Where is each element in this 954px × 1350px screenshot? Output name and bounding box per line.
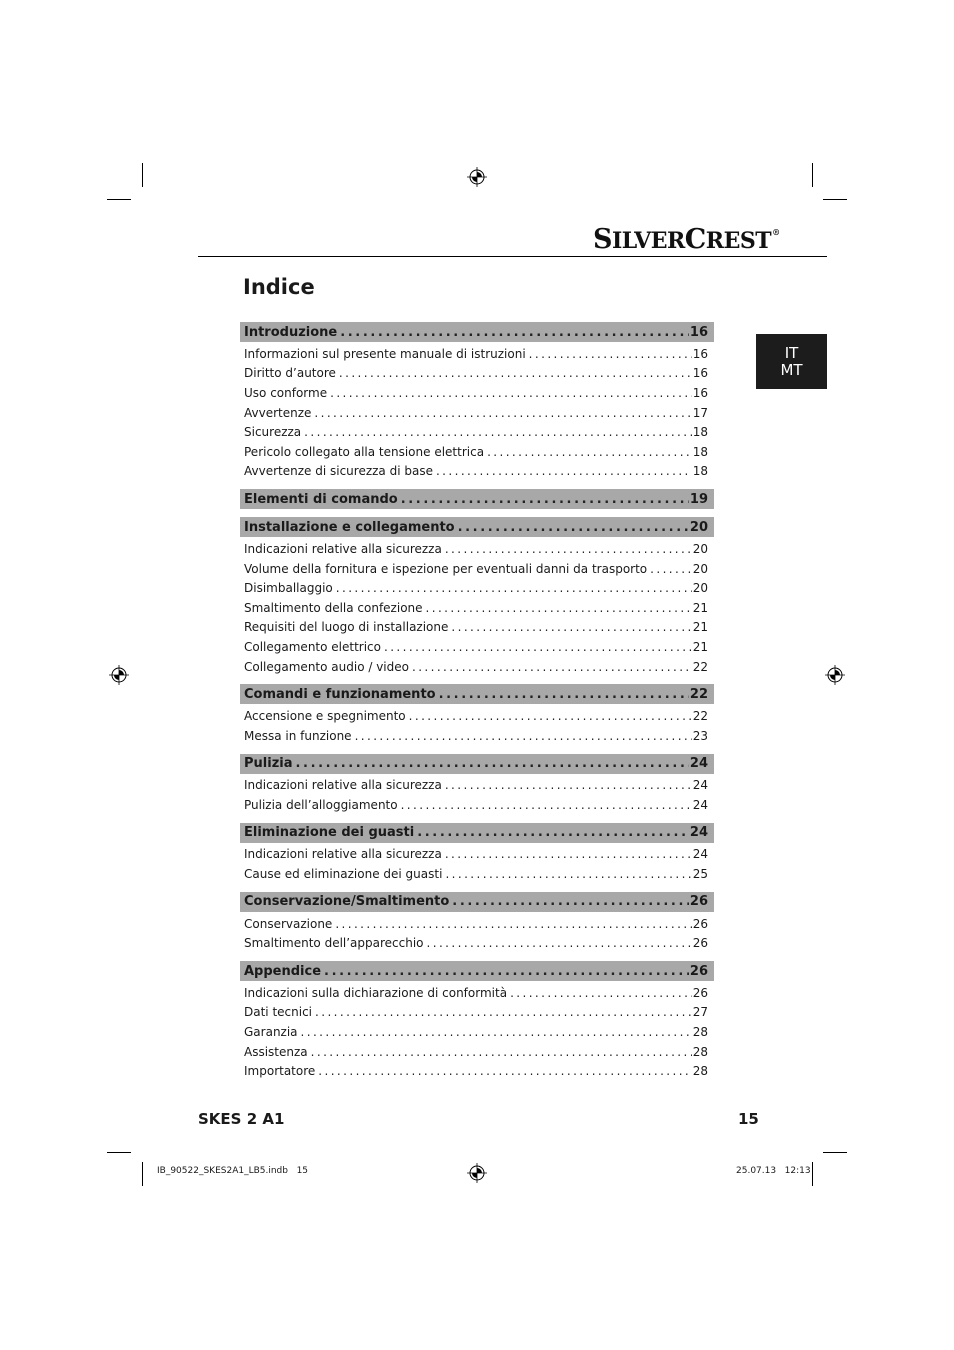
- registration-mark-icon: [467, 167, 487, 187]
- logo-second: CREST: [684, 224, 772, 255]
- toc-section-heading[interactable]: Pulizia ..... 24: [240, 754, 714, 774]
- toc-section-heading[interactable]: Installazione e collegamento ..... 20: [240, 517, 714, 537]
- toc-entry[interactable]: Requisiti del luogo di installazione ..... 21: [240, 618, 714, 638]
- trademark-symbol: ®: [772, 227, 780, 237]
- toc-entry[interactable]: Assistenza ..... 28: [240, 1042, 714, 1062]
- toc-entry[interactable]: Messa in funzione ..... 23: [240, 726, 714, 746]
- print-timestamp: 25.07.13 12:13: [736, 1166, 811, 1176]
- toc-entry[interactable]: Collegamento elettrico ..... 21: [240, 637, 714, 657]
- crop-mark: [823, 199, 847, 200]
- toc-section: [240, 754, 714, 815]
- toc-section-heading[interactable]: Conservazione/Smaltimento ..... 26: [240, 892, 714, 912]
- registration-mark-icon: [467, 1163, 487, 1183]
- registration-mark-icon: [825, 665, 845, 685]
- toc-section: [240, 489, 714, 509]
- toc-entry[interactable]: Importatore ..... 28: [240, 1061, 714, 1081]
- crop-mark: [812, 163, 813, 187]
- toc-entry[interactable]: Conservazione ..... 26: [240, 914, 714, 934]
- print-file-info: IB_90522_SKES2A1_LB5.indb 15: [157, 1166, 309, 1176]
- page-number: 15: [738, 1110, 759, 1128]
- toc-section: [240, 322, 714, 481]
- toc-entry[interactable]: Garanzia ..... 28: [240, 1022, 714, 1042]
- toc-section-heading[interactable]: Introduzione ..... 16: [240, 322, 714, 342]
- toc-entry[interactable]: Sicurezza ..... 18: [240, 422, 714, 442]
- toc-entry[interactable]: Indicazioni sulla dichiarazione di conformità ..... 26: [240, 983, 714, 1003]
- toc-entry[interactable]: Dati tecnici ..... 27: [240, 1003, 714, 1023]
- toc-section: [240, 892, 714, 953]
- toc-section: [240, 961, 714, 1081]
- crop-mark: [823, 1152, 847, 1153]
- crop-mark: [142, 1162, 143, 1186]
- toc-entry[interactable]: Pericolo collegato alla tensione elettrica ..... 18: [240, 442, 714, 462]
- toc-section-heading[interactable]: Comandi e funzionamento ..... 22: [240, 684, 714, 704]
- toc-entry[interactable]: Indicazioni relative alla sicurezza ..... 24: [240, 845, 714, 865]
- toc-entry[interactable]: Informazioni sul presente manuale di istruzioni ..... 16: [240, 344, 714, 364]
- crop-mark: [107, 1152, 131, 1153]
- toc-entry[interactable]: Collegamento audio / video ..... 22: [240, 657, 714, 677]
- page-title: Indice: [243, 275, 315, 299]
- toc-section-heading[interactable]: Eliminazione dei guasti ..... 24: [240, 823, 714, 843]
- toc-entry[interactable]: Disimballaggio ..... 20: [240, 578, 714, 598]
- toc-entry[interactable]: Uso conforme ..... 16: [240, 383, 714, 403]
- toc-entry[interactable]: Smaltimento dell’apparecchio ..... 26: [240, 933, 714, 953]
- language-code-it: IT: [784, 344, 799, 362]
- toc-entry[interactable]: Accensione e spegnimento ..... 22: [240, 706, 714, 726]
- toc-entry[interactable]: Avvertenze ..... 17: [240, 403, 714, 423]
- toc-entry[interactable]: Diritto d’autore ..... 16: [240, 364, 714, 384]
- toc-entry[interactable]: Smaltimento della confezione ..... 21: [240, 598, 714, 618]
- toc-entry[interactable]: Pulizia dell’alloggiamento ..... 24: [240, 795, 714, 815]
- toc-entry[interactable]: Volume della fornitura e ispezione per eventuali danni da trasporto ..... 20: [240, 559, 714, 579]
- toc-section: [240, 684, 714, 745]
- crop-mark: [812, 1162, 813, 1186]
- language-code-mt: MT: [780, 361, 803, 379]
- toc-section: [240, 517, 714, 676]
- language-tab: [756, 334, 827, 389]
- brand-logo: [593, 224, 780, 255]
- model-name: SKES 2 A1: [198, 1110, 285, 1128]
- table-of-contents: [240, 322, 714, 1081]
- toc-section: [240, 823, 714, 884]
- toc-entry[interactable]: Avvertenze di sicurezza di base ..... 18: [240, 462, 714, 482]
- toc-section-heading[interactable]: Appendice ..... 26: [240, 961, 714, 981]
- registration-mark-icon: [109, 665, 129, 685]
- crop-mark: [142, 163, 143, 187]
- crop-mark: [107, 199, 131, 200]
- toc-entry[interactable]: Cause ed eliminazione dei guasti ..... 25: [240, 864, 714, 884]
- logo-main: SILVER: [593, 224, 685, 255]
- toc-section-heading[interactable]: Elementi di comando ..... 19: [240, 489, 714, 509]
- header-rule: [198, 256, 827, 257]
- toc-entry[interactable]: Indicazioni relative alla sicurezza ..... 24: [240, 776, 714, 796]
- toc-entry[interactable]: Indicazioni relative alla sicurezza ..... 20: [240, 539, 714, 559]
